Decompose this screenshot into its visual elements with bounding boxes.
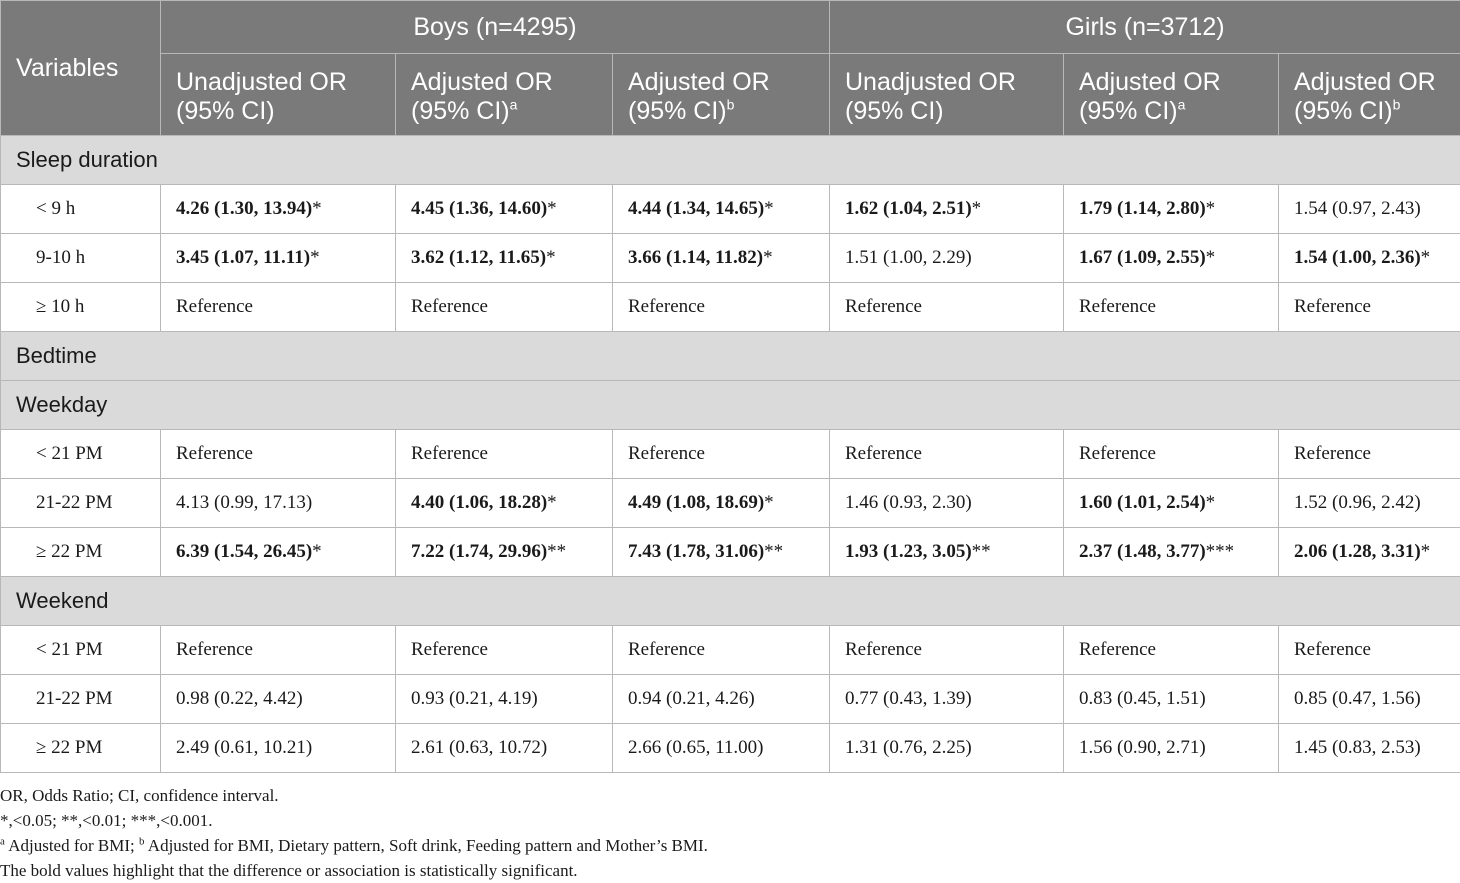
cell-value: 0.93 (0.21, 4.19): [411, 688, 538, 709]
table-cell: [161, 675, 396, 724]
table-cell: [1279, 283, 1460, 332]
column-header-line2: (95% CI): [1079, 97, 1178, 125]
cell-value: 1.31 (0.76, 2.25): [845, 737, 972, 758]
table-cell: [161, 479, 396, 528]
cell-value: Reference: [845, 443, 922, 464]
significance-marker: *: [547, 198, 557, 219]
footnote-abbreviations: OR, Odds Ratio; CI, confidence interval.: [0, 783, 708, 808]
table-cell: [613, 234, 830, 283]
table-cell: [1064, 724, 1279, 773]
table-cell: [1064, 185, 1279, 234]
row-label: < 9 h: [1, 185, 161, 234]
cell-value: 6.39 (1.54, 26.45): [176, 541, 312, 562]
significance-marker: *: [1421, 247, 1431, 268]
table-cell: [1064, 283, 1279, 332]
column-header-line1: Adjusted OR: [1079, 68, 1221, 96]
column-header: [1064, 54, 1279, 136]
column-header-footnote-mark: a: [1178, 96, 1186, 112]
column-header-line2: (95% CI): [411, 97, 510, 125]
footnote-adjusted-b: Adjusted for BMI, Dietary pattern, Soft drink, Feeding pattern and Mother’s BMI.: [145, 836, 708, 855]
section-row: [1, 332, 1460, 381]
column-header: [613, 54, 830, 136]
table-cell: [1064, 626, 1279, 675]
column-header-line2: (95% CI): [845, 97, 944, 125]
row-label: < 21 PM: [1, 430, 161, 479]
table-cell: [613, 283, 830, 332]
cell-value: 2.61 (0.63, 10.72): [411, 737, 547, 758]
table-cell: [161, 283, 396, 332]
significance-marker: *: [1421, 541, 1431, 562]
table-cell: [161, 528, 396, 577]
cell-value: Reference: [411, 296, 488, 317]
cell-value: 4.44 (1.34, 14.65): [628, 198, 764, 219]
table-cell: [830, 430, 1064, 479]
variables-header: Variables: [1, 1, 161, 136]
cell-value: 0.85 (0.47, 1.56): [1294, 688, 1421, 709]
table-cell: [396, 430, 613, 479]
cell-value: 1.54 (0.97, 2.43): [1294, 198, 1421, 219]
table-cell: [830, 675, 1064, 724]
cell-value: 2.66 (0.65, 11.00): [628, 737, 763, 758]
table-cell: [1279, 528, 1460, 577]
table-row: [1, 724, 1460, 773]
table-cell: [396, 675, 613, 724]
table-header: [1, 1, 1460, 136]
table-row: [1, 283, 1460, 332]
column-header-footnote-mark: b: [1393, 96, 1401, 112]
cell-value: Reference: [411, 443, 488, 464]
cell-value: 2.37 (1.48, 3.77): [1079, 541, 1206, 562]
cell-value: 0.83 (0.45, 1.51): [1079, 688, 1206, 709]
footnote-mark-b: b: [139, 835, 145, 847]
cell-value: Reference: [1079, 296, 1156, 317]
significance-marker: *: [312, 541, 322, 562]
row-label: ≥ 22 PM: [1, 528, 161, 577]
table-cell: [830, 185, 1064, 234]
footnote-significance: *,<0.05; **,<0.01; ***,<0.001.: [0, 808, 708, 833]
cell-value: 0.94 (0.21, 4.26): [628, 688, 755, 709]
footnote-adjustments: [0, 833, 708, 858]
column-header: [396, 54, 613, 136]
significance-marker: *: [1206, 247, 1216, 268]
column-header-line2: (95% CI): [176, 97, 275, 125]
section-row: [1, 136, 1460, 185]
table-cell: [161, 724, 396, 773]
row-label: 9-10 h: [1, 234, 161, 283]
cell-value: Reference: [176, 443, 253, 464]
column-header-line1: Adjusted OR: [411, 68, 553, 96]
cell-value: 1.52 (0.96, 2.42): [1294, 492, 1421, 513]
significance-marker: **: [972, 541, 991, 562]
table-cell: [1064, 479, 1279, 528]
cell-value: Reference: [628, 639, 705, 660]
table-cell: [1279, 626, 1460, 675]
significance-marker: *: [546, 247, 556, 268]
footnote-mark-a: a: [0, 835, 5, 847]
cell-value: Reference: [1294, 296, 1371, 317]
table-cell: [830, 479, 1064, 528]
column-header-line1: Adjusted OR: [1294, 68, 1436, 96]
column-header-footnote-mark: a: [510, 96, 518, 112]
table-cell: [396, 528, 613, 577]
cell-value: 2.49 (0.61, 10.21): [176, 737, 312, 758]
significance-marker: *: [1206, 198, 1216, 219]
significance-marker: *: [763, 247, 773, 268]
table-cell: [613, 430, 830, 479]
cell-value: 1.60 (1.01, 2.54): [1079, 492, 1206, 513]
cell-value: Reference: [1294, 639, 1371, 660]
cell-value: 7.43 (1.78, 31.06): [628, 541, 764, 562]
column-header-line2: (95% CI): [1294, 97, 1393, 125]
cell-value: Reference: [628, 296, 705, 317]
row-label: 21-22 PM: [1, 479, 161, 528]
cell-value: 4.13 (0.99, 17.13): [176, 492, 312, 513]
table-body: [1, 136, 1460, 773]
table-row: [1, 479, 1460, 528]
table-cell: [1279, 675, 1460, 724]
cell-value: 1.67 (1.09, 2.55): [1079, 247, 1206, 268]
table-cell: [396, 283, 613, 332]
cell-value: 3.66 (1.14, 11.82): [628, 247, 763, 268]
table-cell: [1279, 185, 1460, 234]
section-row: [1, 381, 1460, 430]
table-row: [1, 675, 1460, 724]
cell-value: Reference: [411, 639, 488, 660]
table-row: [1, 528, 1460, 577]
boys-group-header: Boys (n=4295): [161, 1, 830, 54]
cell-value: 0.98 (0.22, 4.42): [176, 688, 303, 709]
table-cell: [396, 185, 613, 234]
significance-marker: **: [547, 541, 566, 562]
cell-value: 1.56 (0.90, 2.71): [1079, 737, 1206, 758]
table-cell: [613, 185, 830, 234]
table-cell: [613, 675, 830, 724]
cell-value: 7.22 (1.74, 29.96): [411, 541, 547, 562]
cell-value: Reference: [1294, 443, 1371, 464]
cell-value: 3.62 (1.12, 11.65): [411, 247, 546, 268]
cell-value: Reference: [845, 639, 922, 660]
cell-value: 1.62 (1.04, 2.51): [845, 198, 972, 219]
table-row: [1, 234, 1460, 283]
column-header-footnote-mark: b: [727, 96, 735, 112]
table-cell: [396, 724, 613, 773]
table-footnotes: [0, 783, 708, 883]
significance-marker: *: [312, 198, 322, 219]
cell-value: 1.54 (1.00, 2.36): [1294, 247, 1421, 268]
section-label: Weekend: [1, 577, 1460, 626]
table-cell: [830, 234, 1064, 283]
row-label: < 21 PM: [1, 626, 161, 675]
table-cell: [830, 283, 1064, 332]
significance-marker: *: [764, 198, 774, 219]
cell-value: 4.45 (1.36, 14.60): [411, 198, 547, 219]
column-header-line2: (95% CI): [628, 97, 727, 125]
table-cell: [830, 626, 1064, 675]
table-cell: [1064, 234, 1279, 283]
table-cell: [613, 724, 830, 773]
cell-value: Reference: [176, 639, 253, 660]
table-cell: [1279, 234, 1460, 283]
table-cell: [1279, 479, 1460, 528]
girls-group-header: Girls (n=3712): [830, 1, 1460, 54]
column-header: [161, 54, 396, 136]
significance-marker: ***: [1206, 541, 1235, 562]
cell-value: 2.06 (1.28, 3.31): [1294, 541, 1421, 562]
section-label: Weekday: [1, 381, 1460, 430]
column-subheaders: [1, 54, 1460, 136]
cell-value: Reference: [628, 443, 705, 464]
cell-value: 1.93 (1.23, 3.05): [845, 541, 972, 562]
table-cell: [613, 528, 830, 577]
cell-value: 1.79 (1.14, 2.80): [1079, 198, 1206, 219]
section-label: Bedtime: [1, 332, 1460, 381]
footnote-adjusted-a: Adjusted for BMI;: [5, 836, 139, 855]
table-cell: [1279, 724, 1460, 773]
significance-marker: *: [1206, 492, 1216, 513]
table-cell: [613, 479, 830, 528]
significance-marker: *: [972, 198, 982, 219]
table-row: [1, 185, 1460, 234]
row-label: ≥ 10 h: [1, 283, 161, 332]
row-label: 21-22 PM: [1, 675, 161, 724]
cell-value: 4.49 (1.08, 18.69): [628, 492, 764, 513]
cell-value: Reference: [176, 296, 253, 317]
column-header: [1279, 54, 1460, 136]
cell-value: 1.51 (1.00, 2.29): [845, 247, 972, 268]
table-cell: [1064, 675, 1279, 724]
row-label: ≥ 22 PM: [1, 724, 161, 773]
significance-marker: *: [547, 492, 557, 513]
table-row: [1, 430, 1460, 479]
column-header: [830, 54, 1064, 136]
table-row: [1, 626, 1460, 675]
cell-value: 1.45 (0.83, 2.53): [1294, 737, 1421, 758]
table-cell: [830, 528, 1064, 577]
table-cell: [1064, 528, 1279, 577]
table-cell: [161, 234, 396, 283]
cell-value: 0.77 (0.43, 1.39): [845, 688, 972, 709]
table-cell: [1064, 430, 1279, 479]
table-cell: [1279, 430, 1460, 479]
cell-value: Reference: [1079, 639, 1156, 660]
significance-marker: *: [764, 492, 774, 513]
table-cell: [613, 626, 830, 675]
table-cell: [161, 626, 396, 675]
column-header-line1: Unadjusted OR: [845, 68, 1016, 96]
table-cell: [396, 479, 613, 528]
cell-value: 4.40 (1.06, 18.28): [411, 492, 547, 513]
footnote-bold-note: The bold values highlight that the difference or association is statistically significant.: [0, 858, 708, 883]
cell-value: Reference: [1079, 443, 1156, 464]
significance-marker: *: [310, 247, 320, 268]
table-cell: [161, 185, 396, 234]
cell-value: 3.45 (1.07, 11.11): [176, 247, 310, 268]
table-cell: [396, 626, 613, 675]
table-cell: [396, 234, 613, 283]
cell-value: Reference: [845, 296, 922, 317]
cell-value: 1.46 (0.93, 2.30): [845, 492, 972, 513]
column-header-line1: Adjusted OR: [628, 68, 770, 96]
table-cell: [830, 724, 1064, 773]
column-header-line1: Unadjusted OR: [176, 68, 347, 96]
cell-value: 4.26 (1.30, 13.94): [176, 198, 312, 219]
significance-marker: **: [764, 541, 783, 562]
section-row: [1, 577, 1460, 626]
table-cell: [161, 430, 396, 479]
section-label: Sleep duration: [1, 136, 1460, 185]
